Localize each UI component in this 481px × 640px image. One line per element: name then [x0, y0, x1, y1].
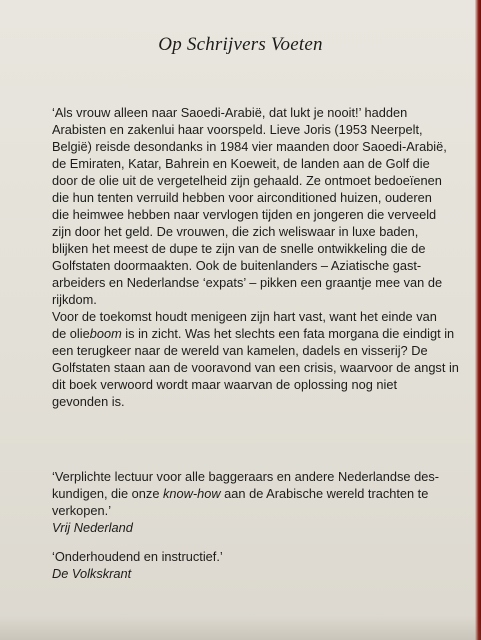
emphasis-text: boom [89, 326, 122, 341]
text-line: die hun tenten verruild hebben voor airconditioned huizen, ouderen [52, 190, 432, 205]
text-line: ‘Als vrouw alleen naar Saoedi-Arabië, dat lukt je nooit!’ hadden [52, 105, 408, 120]
blurb [52, 104, 458, 410]
text-line: verkopen.’ [52, 503, 112, 518]
text-line: een terugkeer naar de wereld van kamelen, dadels en visserij? De [52, 343, 428, 358]
text-line [52, 485, 458, 502]
text-run: aan de Arabische wereld trachten te [220, 486, 429, 501]
quote-source: De Volkskrant [52, 566, 132, 581]
text-line: ‘Onderhoudend en instructief.’ [52, 549, 223, 564]
quote-source: Vrij Nederland [52, 520, 133, 535]
emphasis-text: know-how [163, 486, 221, 501]
series-title: Op Schrijvers Voeten [158, 34, 323, 55]
text-line: ‘Verplichte lectuur voor alle baggeraars en andere Nederlandse des- [52, 469, 439, 484]
text-line: die heimwee hebben naar vervlogen tijden en jongeren die verveeld [52, 207, 437, 222]
text-line: arbeiders en Nederlandse ‘expats’ – pikken een graantje mee van de [52, 275, 443, 290]
text-line: de Emiraten, Katar, Bahrein en Koeweit, de landen aan de Golf die [52, 156, 430, 171]
text-line: België) reisde desondanks in 1984 vier maanden door Saoedi-Arabië, [52, 139, 447, 154]
text-line: Voor de toekomst houdt menigeen zijn hart vast, want het einde van [52, 309, 437, 324]
cover-edge [475, 0, 481, 640]
blurb-paragraph-1 [52, 104, 458, 308]
blurb-paragraph-2 [52, 308, 458, 410]
press-quote-2 [52, 548, 458, 582]
press-quotes [52, 468, 458, 594]
text-run: kundigen, die onze [52, 486, 163, 501]
text-run: is in zicht. Was het slechts een fata morgana die eindigt in [121, 326, 455, 341]
text-line: rijkdom. [52, 292, 97, 307]
text-line: zijn door het geld. De vrouwen, die zich weliswaar in luxe baden, [52, 224, 419, 239]
text-line: Golfstaten doormaakten. Ook de buitenlanders – Aziatische gast- [52, 258, 422, 273]
press-quote-1 [52, 468, 458, 536]
text-run: de olie [52, 326, 90, 341]
text-line [52, 325, 458, 342]
text-line: dit boek verwoord wordt maar waarvan de oplossing nog niet [52, 377, 397, 392]
text-line: Golfstaten staan aan de vooravond van een crisis, waarvoor de angst in [52, 360, 459, 375]
text-line: gevonden is. [52, 394, 125, 409]
text-line: Arabisten en zakenlui haar voorspeld. Lieve Joris (1953 Neerpelt, [52, 122, 423, 137]
text-line: blijken het meest de dupe te zijn van de snelle ontwikkeling die de [52, 241, 426, 256]
text-line: door de olie uit de vergetelheid zijn gehaald. Ze ontmoet bedoeïenen [52, 173, 442, 188]
shadow [0, 616, 481, 640]
